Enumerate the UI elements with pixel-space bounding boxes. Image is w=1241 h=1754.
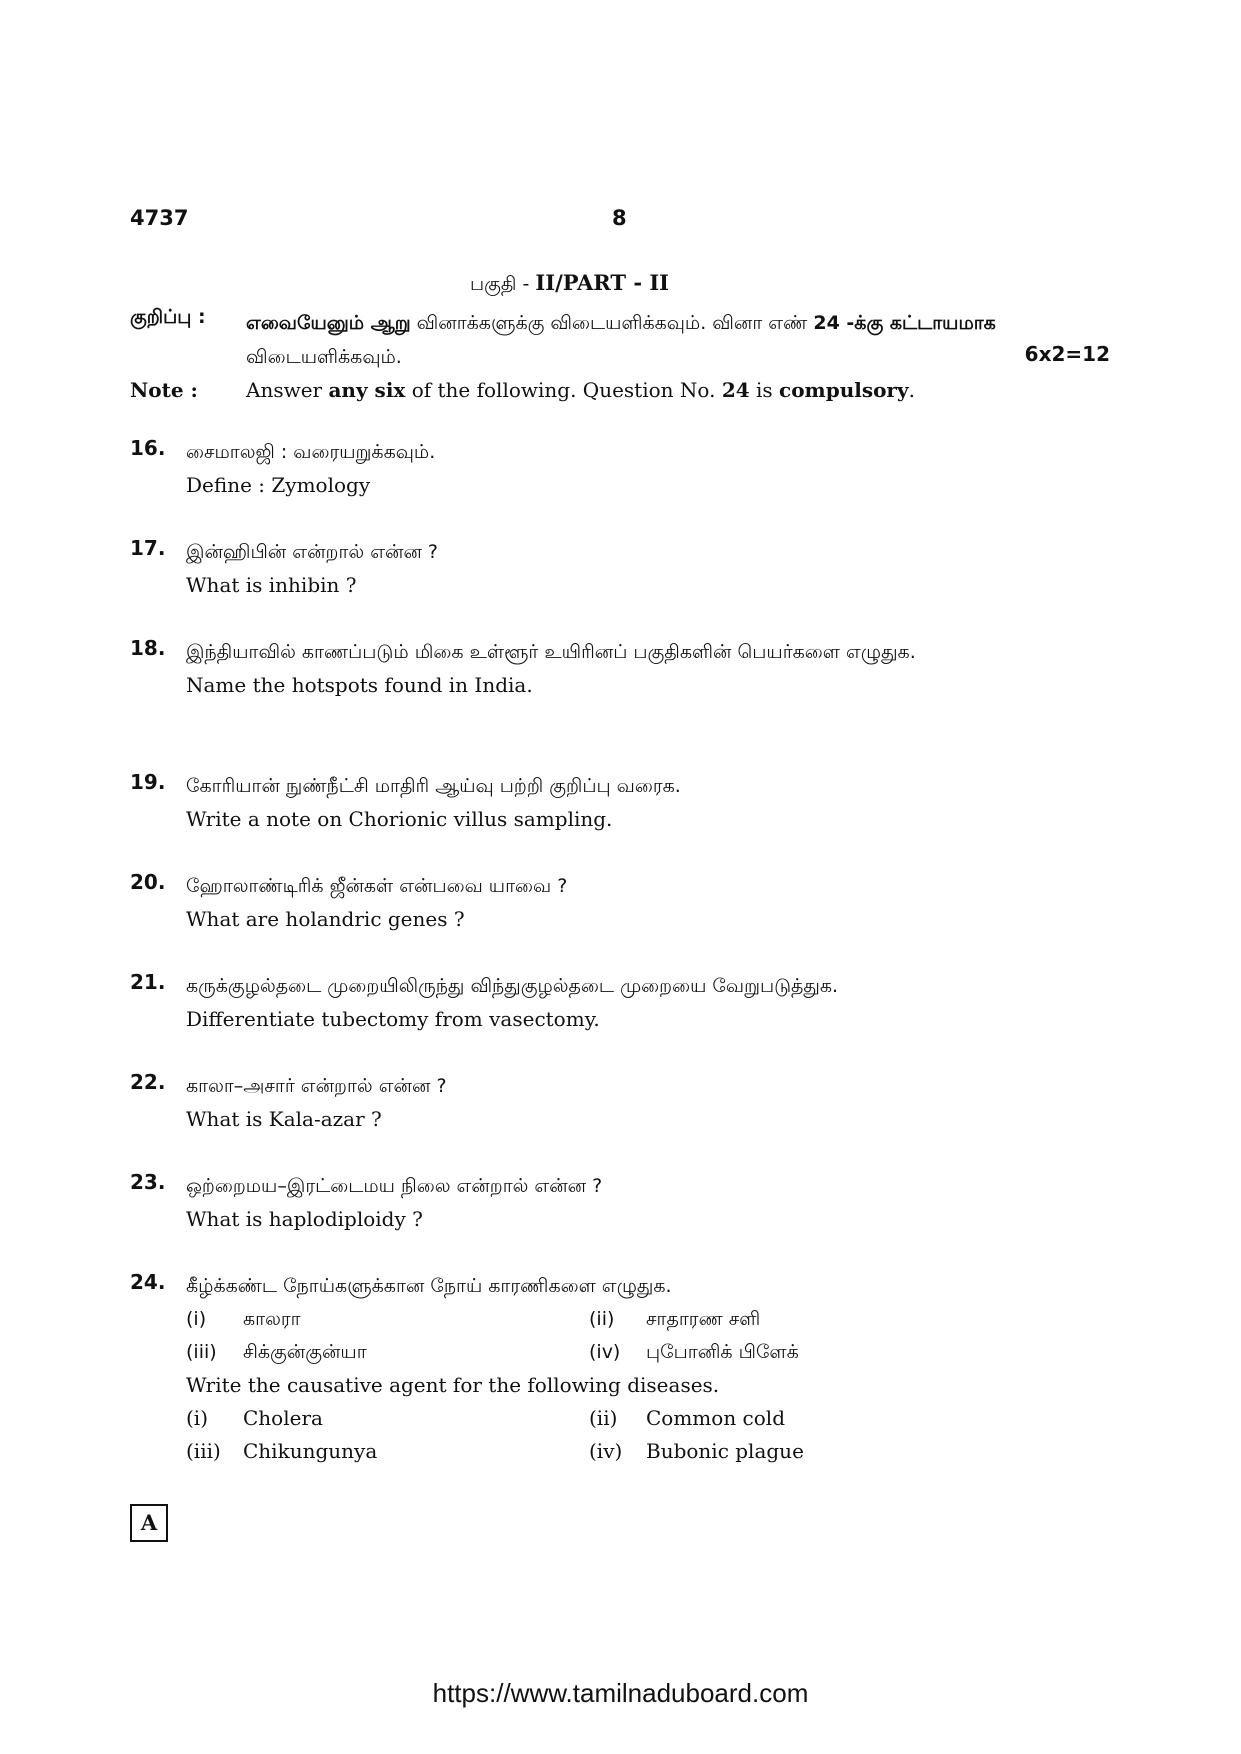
question-tamil: இந்தியாவில் காணப்படும் மிகை உள்ளூர் உயிரினப் பகுதிகளின் பெயர்களை எழுதுக. <box>186 641 916 663</box>
question-english: Write a note on Chorionic villus sampling. <box>186 807 613 831</box>
question-tamil: ஒற்றைமய–இரட்டைமய நிலை என்றால் என்ன ? <box>186 1175 603 1197</box>
option-en-4 <box>589 1435 889 1468</box>
question-number: 21. <box>130 970 166 994</box>
option-roman: (i) <box>186 1308 207 1330</box>
options-tamil <box>186 1303 1110 1369</box>
note-ta-bold-2: 24 -க்கு கட்டாயமாக <box>813 312 996 334</box>
question-16 <box>130 436 1110 502</box>
question-18 <box>130 636 1110 702</box>
option-roman: (iii) <box>186 1439 221 1463</box>
note-en-text-2: of the following. Question No. <box>405 378 722 402</box>
question-24 <box>130 1270 1110 1468</box>
question-tamil: ஹோலாண்டிரிக் ஜீன்கள் என்பவை யாவை ? <box>186 875 568 897</box>
question-number: 18. <box>130 636 166 660</box>
option-roman: (i) <box>186 1406 209 1430</box>
note-tamil-label: குறிப்பு : <box>130 306 206 328</box>
note-english-text <box>246 378 915 402</box>
question-number: 22. <box>130 1070 166 1094</box>
note-tamil <box>130 306 1110 374</box>
question-english: Write the causative agent for the following diseases. <box>186 1373 720 1397</box>
question-english: What is inhibin ? <box>186 573 357 597</box>
note-en-bold-2: 24 <box>721 378 750 402</box>
marks-scheme: 6x2=12 <box>1024 342 1110 366</box>
question-23 <box>130 1170 1110 1236</box>
part-title <box>470 270 669 298</box>
note-en-bold-1: any six <box>328 378 406 402</box>
question-tamil: சைமாலஜி : வரையறுக்கவும். <box>186 441 436 463</box>
part-title-tamil: பகுதி - <box>470 273 536 295</box>
question-tamil: காலா–அசார் என்றால் என்ன ? <box>186 1075 447 1097</box>
option-text: Chikungunya <box>243 1439 378 1463</box>
option-en-1 <box>186 1402 589 1435</box>
option-en-3 <box>186 1435 589 1468</box>
option-text: Bubonic plague <box>646 1439 804 1463</box>
question-number: 17. <box>130 536 166 560</box>
option-text: Common cold <box>646 1406 785 1430</box>
question-tamil: கருக்குழல்தடை முறையிலிருந்து விந்துகுழல்தடை முறையை வேறுபடுத்துக. <box>186 975 839 997</box>
question-number: 19. <box>130 770 166 794</box>
option-en-2 <box>589 1402 889 1435</box>
note-en-bold-3: compulsory <box>779 378 909 402</box>
question-tamil: கீழ்க்கண்ட நோய்களுக்கான நோய் காரணிகளை எழுதுக. <box>186 1275 672 1297</box>
option-roman: (ii) <box>589 1308 615 1330</box>
option-ta-1 <box>186 1303 589 1336</box>
instructions <box>130 306 1110 402</box>
note-ta-bold-1: எவையேனும் ஆறு <box>246 312 411 334</box>
option-ta-2 <box>589 1303 889 1336</box>
option-roman: (ii) <box>589 1406 618 1430</box>
question-english: What are holandric genes ? <box>186 907 465 931</box>
question-english: Define : Zymology <box>186 473 371 497</box>
version-box: A <box>130 1504 168 1542</box>
question-number: 23. <box>130 1170 166 1194</box>
option-roman: (iv) <box>589 1439 623 1463</box>
question-number: 16. <box>130 436 166 460</box>
note-en-text-1: Answer <box>246 378 329 402</box>
question-19 <box>130 770 1110 836</box>
paper-code: 4737 <box>130 206 189 230</box>
note-en-text-4: . <box>908 378 915 402</box>
question-number: 24. <box>130 1270 166 1294</box>
question-english: What is haplodiploidy ? <box>186 1207 423 1231</box>
note-ta-text-2: விடையளிக்கவும். <box>246 346 402 368</box>
option-roman: (iv) <box>589 1341 621 1363</box>
option-ta-4 <box>589 1336 889 1369</box>
question-number: 20. <box>130 870 166 894</box>
question-17 <box>130 536 1110 602</box>
note-tamil-text <box>246 306 1110 374</box>
options-english <box>186 1402 1110 1468</box>
part-title-english: II/PART - II <box>535 270 669 295</box>
question-tamil: கோரியான் நுண்நீட்சி மாதிரி ஆய்வு பற்றி குறிப்பு வரைக. <box>186 775 681 797</box>
option-text: காலரா <box>243 1308 301 1330</box>
question-22 <box>130 1070 1110 1136</box>
note-english <box>130 378 1110 402</box>
question-english: What is Kala-azar ? <box>186 1107 382 1131</box>
question-english: Differentiate tubectomy from vasectomy. <box>186 1007 600 1031</box>
question-english: Name the hotspots found in India. <box>186 673 533 697</box>
option-text: புபோனிக் பிளேக் <box>646 1341 799 1363</box>
page-number: 8 <box>612 206 627 230</box>
option-roman: (iii) <box>186 1341 217 1363</box>
note-english-label: Note : <box>130 378 198 402</box>
option-text: Cholera <box>243 1406 323 1430</box>
question-21 <box>130 970 1110 1036</box>
question-20 <box>130 870 1110 936</box>
option-text: சிக்குன்குன்யா <box>243 1341 367 1363</box>
note-ta-text-1: வினாக்களுக்கு விடையளிக்கவும். வினா எண் <box>410 312 814 334</box>
note-en-text-3: is <box>749 378 780 402</box>
option-text: சாதாரண சளி <box>646 1308 761 1330</box>
question-tamil: இன்ஹிபின் என்றால் என்ன ? <box>186 541 438 563</box>
footer-url[interactable]: https://www.tamilnaduboard.com <box>432 1678 809 1708</box>
option-ta-3 <box>186 1336 589 1369</box>
